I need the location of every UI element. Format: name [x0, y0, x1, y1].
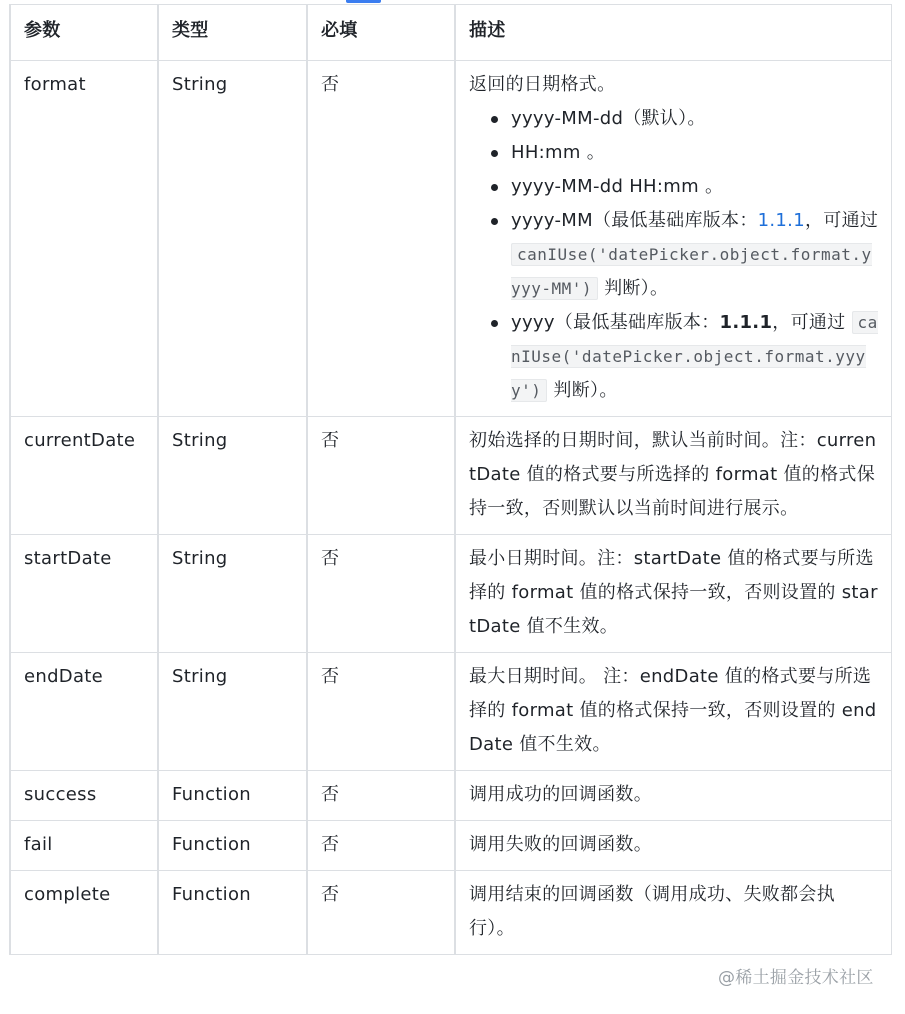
cell-type: Function: [158, 771, 307, 821]
format-options-list: [469, 102, 881, 408]
params-table: [9, 4, 892, 955]
cell-required: 否: [307, 653, 455, 771]
inline-code: canIUse('datePicker.object.format.yyyy-MM'): [511, 245, 872, 298]
cell-type: Function: [158, 821, 307, 871]
params-table-header: [10, 5, 891, 61]
cell-desc: 初始选择的日期时间，默认当前时间。注：currentDate 值的格式要与所选择的 format 值的格式保持一致，否则默认以当前时间进行展示。: [455, 417, 891, 535]
list-item-text: 判断）。: [598, 278, 669, 299]
cell-desc: [455, 61, 891, 417]
list-item-text: ，可通过: [804, 210, 879, 231]
cell-required: 否: [307, 771, 455, 821]
cell-type: String: [158, 61, 307, 417]
cell-param: currentDate: [10, 417, 158, 535]
list-item-text: yyyy（最低基础库版本：: [511, 312, 720, 333]
cell-param: success: [10, 771, 158, 821]
table-row-currentDate: [10, 417, 891, 535]
table-row-endDate: [10, 653, 891, 771]
table-row-startDate: [10, 535, 891, 653]
cell-desc: 最大日期时间。 注：endDate 值的格式要与所选择的 format 值的格式保持一致，否则设置的 endDate 值不生效。: [455, 653, 891, 771]
cell-param: startDate: [10, 535, 158, 653]
cell-desc: 调用结束的回调函数（调用成功、失败都会执行）。: [455, 871, 891, 955]
list-item-text: yyyy-MM（最低基础库版本：: [511, 210, 758, 231]
cell-param: complete: [10, 871, 158, 955]
list-item: yyyy-MM-dd（默认）。: [511, 102, 881, 136]
list-item: yyyy-MM-dd HH:mm 。: [511, 170, 881, 204]
cell-type: String: [158, 417, 307, 535]
cell-desc: 最小日期时间。注：startDate 值的格式要与所选择的 format 值的格式保持一致，否则设置的 startDate 值不生效。: [455, 535, 891, 653]
table-row-fail: [10, 821, 891, 871]
list-item-text: 判断）。: [547, 380, 618, 401]
top-accent-bar: [346, 0, 381, 3]
cell-param: fail: [10, 821, 158, 871]
header-type: 类型: [158, 5, 307, 61]
version-link[interactable]: 1.1.1: [757, 210, 805, 231]
list-item: [511, 204, 881, 306]
header-required: 必填: [307, 5, 455, 61]
cell-required: 否: [307, 821, 455, 871]
inline-code: canIUse('datePicker.object.format.yyyy'): [511, 313, 878, 400]
list-item-text: ，可通过: [772, 312, 852, 333]
table-row-complete: [10, 871, 891, 955]
watermark-text: @稀土掘金技术社区: [718, 968, 874, 988]
cell-required: 否: [307, 417, 455, 535]
header-row: [10, 5, 891, 61]
cell-type: String: [158, 653, 307, 771]
table-row-success: [10, 771, 891, 821]
cell-required: 否: [307, 871, 455, 955]
cell-required: 否: [307, 535, 455, 653]
cell-desc: 调用成功的回调函数。: [455, 771, 891, 821]
params-table-body: [10, 61, 891, 955]
cell-type: Function: [158, 871, 307, 955]
cell-desc: 调用失败的回调函数。: [455, 821, 891, 871]
cell-param: format: [10, 61, 158, 417]
header-desc: 描述: [455, 5, 891, 61]
header-param: 参数: [10, 5, 158, 61]
cell-param: endDate: [10, 653, 158, 771]
table-row-format: [10, 61, 891, 417]
list-item: HH:mm 。: [511, 136, 881, 170]
format-desc-text: 返回的日期格式。: [469, 74, 616, 95]
list-item: [511, 306, 881, 408]
cell-type: String: [158, 535, 307, 653]
version-bold: 1.1.1: [719, 312, 773, 333]
cell-required: 否: [307, 61, 455, 417]
